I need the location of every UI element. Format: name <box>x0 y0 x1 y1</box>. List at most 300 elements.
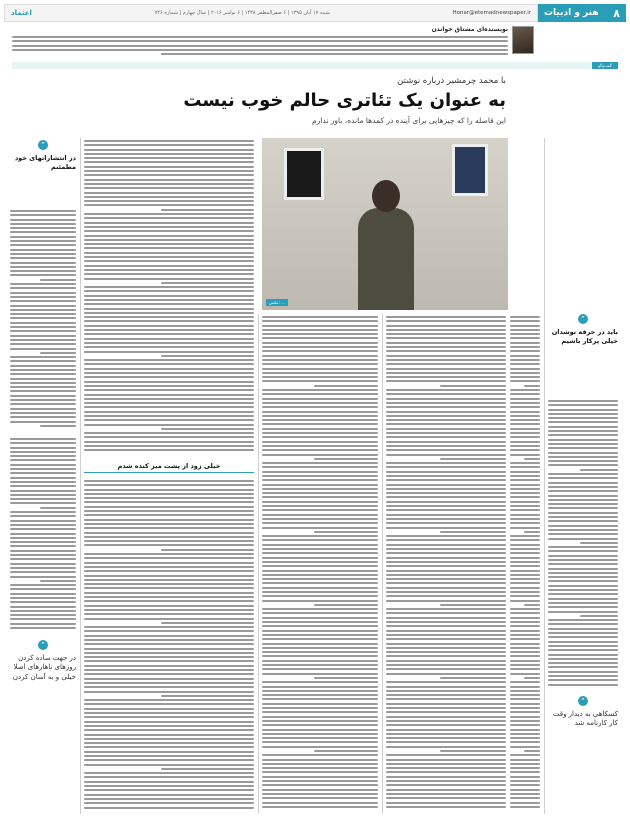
section-email[interactable]: Honar@etemadnewspaper.ir <box>452 10 531 16</box>
body-text-line <box>386 724 506 726</box>
body-text-line <box>386 423 506 425</box>
body-text-line <box>84 721 254 723</box>
body-text-line <box>262 346 378 348</box>
body-text-line <box>84 342 254 344</box>
body-text-line <box>10 490 76 492</box>
body-text-line <box>84 660 254 662</box>
column-separator <box>258 314 259 814</box>
body-text-line <box>510 587 540 589</box>
body-text-line <box>262 355 378 357</box>
body-text-line <box>10 253 76 255</box>
body-text-line <box>84 794 254 796</box>
body-text-line <box>510 621 540 623</box>
right-pullquote <box>548 314 618 346</box>
body-text-line <box>40 279 76 281</box>
body-text-line <box>262 625 378 627</box>
body-text-line <box>262 737 378 739</box>
body-text-line <box>548 580 618 582</box>
body-text-line <box>580 542 619 544</box>
body-text-line <box>386 630 506 632</box>
body-text-line <box>40 580 76 582</box>
body-text-line <box>10 343 76 345</box>
body-text-line <box>262 621 378 623</box>
body-text-line <box>84 630 254 632</box>
body-text-line <box>386 720 506 722</box>
body-text-line <box>262 720 378 722</box>
body-text-line <box>386 462 506 464</box>
body-text-line <box>84 303 254 305</box>
body-text-line <box>262 716 378 718</box>
body-text-line <box>84 325 254 327</box>
body-text-line <box>10 524 76 526</box>
body-text-line <box>10 283 76 285</box>
body-text-line <box>84 196 254 198</box>
body-text-line <box>548 576 618 578</box>
body-text-line <box>314 604 378 606</box>
body-text-line <box>40 352 76 354</box>
body-text-line <box>262 759 378 761</box>
body-text-line <box>524 385 541 387</box>
body-text-line <box>510 557 540 559</box>
body-text-line <box>84 273 254 275</box>
body-text-line <box>84 703 254 705</box>
body-text-line <box>262 466 378 468</box>
body-text-line <box>84 411 254 413</box>
body-text-line <box>161 209 255 211</box>
body-text-line <box>10 627 76 629</box>
body-text-line <box>510 651 540 653</box>
body-text-line <box>386 333 506 335</box>
body-text-line <box>440 385 506 387</box>
body-text-line <box>84 553 254 555</box>
author-box-title: نویسنده‌ای مشتاق خواندن <box>431 26 508 33</box>
body-text-line <box>84 755 254 757</box>
body-text-line <box>262 763 378 765</box>
body-text-line <box>84 445 254 447</box>
body-text-line <box>161 282 255 284</box>
body-text-line <box>262 784 378 786</box>
column-separator <box>544 138 545 814</box>
body-text-line <box>510 617 540 619</box>
body-text-line <box>262 423 378 425</box>
body-text-line <box>262 711 378 713</box>
body-text-line <box>10 502 76 504</box>
body-text-line <box>386 703 506 705</box>
body-text-line <box>262 673 378 675</box>
body-text-line <box>548 456 618 458</box>
body-text-line <box>386 733 506 735</box>
body-text-line <box>548 654 618 656</box>
body-text-line <box>10 390 76 392</box>
body-text-line <box>262 475 378 477</box>
body-text-line <box>510 806 540 808</box>
body-text-line <box>84 532 254 534</box>
body-text-line <box>386 806 506 808</box>
body-text-line <box>10 395 76 397</box>
body-text-line <box>386 741 506 743</box>
author-photo <box>512 26 534 54</box>
body-text-line <box>10 520 76 522</box>
body-text-line <box>510 466 540 468</box>
text-column <box>548 400 618 688</box>
body-text-line <box>10 214 76 216</box>
body-text-line <box>84 639 254 641</box>
body-text-line <box>548 662 618 664</box>
body-text-line <box>262 724 378 726</box>
body-text-line <box>510 660 540 662</box>
body-text-line <box>10 464 76 466</box>
body-text-line <box>262 445 378 447</box>
body-text-line <box>524 531 541 533</box>
body-text-line <box>510 428 540 430</box>
body-text-line <box>386 767 506 769</box>
body-text-line <box>548 490 618 492</box>
body-text-line <box>510 372 540 374</box>
body-text-line <box>386 754 506 756</box>
body-text-line <box>262 449 378 451</box>
body-text-line <box>548 413 618 415</box>
body-text-line <box>84 346 254 348</box>
body-text-line <box>440 677 506 679</box>
body-text-line <box>262 496 378 498</box>
body-text-line <box>510 634 540 636</box>
body-text-line <box>386 578 506 580</box>
body-text-line <box>10 210 76 212</box>
body-text-line <box>10 236 76 238</box>
body-text-line <box>262 582 378 584</box>
text-column <box>84 140 254 454</box>
body-text-line <box>84 592 254 594</box>
body-text-line <box>386 587 506 589</box>
body-text-line <box>386 350 506 352</box>
body-text-line <box>386 441 506 443</box>
text-column <box>262 316 378 810</box>
body-text-line <box>84 222 254 224</box>
body-text-line <box>548 512 618 514</box>
body-text-line <box>10 335 76 337</box>
body-text-line <box>510 363 540 365</box>
body-text-line <box>386 527 506 529</box>
body-text-line <box>524 677 541 679</box>
body-text-line <box>510 501 540 503</box>
body-text-line <box>510 647 540 649</box>
body-text-line <box>10 588 76 590</box>
body-text-line <box>262 320 378 322</box>
body-text-line <box>84 432 254 434</box>
body-text-line <box>386 505 506 507</box>
body-text-line <box>548 684 618 686</box>
body-text-line <box>10 231 76 233</box>
body-text-line <box>40 425 76 427</box>
body-text-line <box>262 509 378 511</box>
body-text-line <box>84 170 254 172</box>
body-text-line <box>262 617 378 619</box>
body-text-line <box>10 416 76 418</box>
body-text-line <box>548 452 618 454</box>
body-text-line <box>510 337 540 339</box>
body-text-line <box>548 499 618 501</box>
body-text-line <box>10 313 76 315</box>
body-text-line <box>524 750 541 752</box>
body-text-line <box>386 686 506 688</box>
body-text-line <box>262 591 378 593</box>
body-text-line <box>510 398 540 400</box>
body-text-line <box>262 325 378 327</box>
body-text-line <box>510 591 540 593</box>
body-text-line <box>10 296 76 298</box>
body-text-line <box>84 398 254 400</box>
body-text-line <box>548 559 618 561</box>
body-text-line <box>510 759 540 761</box>
body-text-line <box>84 506 254 508</box>
body-text-line <box>548 516 618 518</box>
body-text-line <box>84 673 254 675</box>
body-text-line <box>262 548 378 550</box>
body-text-line <box>510 574 540 576</box>
body-text-line <box>548 606 618 608</box>
body-text-line <box>386 488 506 490</box>
body-text-line <box>548 520 618 522</box>
body-text-line <box>84 596 254 598</box>
body-text-line <box>84 235 254 237</box>
body-text-line <box>386 746 506 748</box>
body-text-line <box>84 759 254 761</box>
body-text-line <box>510 479 540 481</box>
body-text-line <box>262 535 378 537</box>
body-text-line <box>548 477 618 479</box>
body-text-line <box>262 316 378 318</box>
body-text-line <box>84 575 254 577</box>
body-text-line <box>386 789 506 791</box>
body-text-line <box>262 690 378 692</box>
body-text-line <box>548 572 618 574</box>
body-text-line <box>548 404 618 406</box>
body-text-line <box>84 618 254 620</box>
body-text-line <box>510 544 540 546</box>
body-text-line <box>262 681 378 683</box>
body-text-line <box>262 638 378 640</box>
body-text-line <box>386 711 506 713</box>
body-text-line <box>548 598 618 600</box>
body-text-line <box>10 403 76 405</box>
body-text-line <box>510 539 540 541</box>
body-text-line <box>84 579 254 581</box>
text-column <box>10 210 76 429</box>
body-text-line <box>10 421 76 423</box>
body-text-line <box>84 699 254 701</box>
body-text-line <box>510 415 540 417</box>
body-text-line <box>262 600 378 602</box>
body-text-line <box>548 602 618 604</box>
body-text-line <box>84 217 254 219</box>
body-text-line <box>386 690 506 692</box>
body-text-line <box>510 582 540 584</box>
body-text-line <box>84 626 254 628</box>
body-text-line <box>440 750 506 752</box>
body-text-line <box>510 368 540 370</box>
bottom-right-quote <box>548 696 618 729</box>
body-text-line <box>10 447 76 449</box>
body-text-line <box>84 183 254 185</box>
body-text-line <box>262 552 378 554</box>
body-text-line <box>386 466 506 468</box>
body-text-line <box>84 381 254 383</box>
body-text-line <box>10 322 76 324</box>
body-text-line <box>386 802 506 804</box>
body-text-line <box>84 153 254 155</box>
body-text-line <box>10 533 76 535</box>
body-text-line <box>10 511 76 513</box>
body-text-line <box>510 325 540 327</box>
body-text-line <box>84 316 254 318</box>
body-text-line <box>84 192 254 194</box>
body-text-line <box>10 545 76 547</box>
body-text-line <box>84 290 254 292</box>
column-separator <box>80 138 81 814</box>
body-text-line <box>548 529 618 531</box>
body-text-line <box>548 671 618 673</box>
body-text-line <box>84 187 254 189</box>
body-text-line <box>386 643 506 645</box>
body-text-line <box>548 658 618 660</box>
body-text-line <box>84 359 254 361</box>
body-text-line <box>84 613 254 615</box>
body-text-line <box>262 359 378 361</box>
body-text-line <box>386 660 506 662</box>
body-text-line <box>510 475 540 477</box>
body-text-line <box>386 729 506 731</box>
body-text-line <box>386 518 506 520</box>
body-text-line <box>84 265 254 267</box>
body-text-line <box>10 292 76 294</box>
body-text-line <box>386 698 506 700</box>
body-text-line <box>510 441 540 443</box>
body-text-line <box>386 595 506 597</box>
body-text-line <box>161 695 255 697</box>
body-text-line <box>84 368 254 370</box>
body-text-line <box>10 455 76 457</box>
body-text-line <box>10 382 76 384</box>
body-text-line <box>386 346 506 348</box>
body-text-line <box>84 742 254 744</box>
article-subkicker: با محمد چرمشیر درباره نوشتن <box>397 76 506 86</box>
body-text-line <box>510 509 540 511</box>
body-text-line <box>84 256 254 258</box>
body-text-line <box>510 380 540 382</box>
bottom-left-quote-text: در جهت ساده کردن روزهای ناهارهای اصلا خیلی و به آسان کردن <box>12 654 76 681</box>
body-text-line <box>548 525 618 527</box>
body-text-line <box>386 694 506 696</box>
body-text-line <box>84 441 254 443</box>
body-text-line <box>84 635 254 637</box>
body-text-line <box>10 244 76 246</box>
body-text-line <box>510 514 540 516</box>
body-text-line <box>262 595 378 597</box>
body-text-line <box>84 406 254 408</box>
body-text-line <box>510 664 540 666</box>
body-text-line <box>548 636 618 638</box>
body-text-line <box>84 751 254 753</box>
body-text-line <box>510 720 540 722</box>
body-text-line <box>262 398 378 400</box>
body-text-line <box>262 587 378 589</box>
body-text-line <box>10 339 76 341</box>
body-text-line <box>548 550 618 552</box>
body-text-line <box>386 522 506 524</box>
body-text-line <box>386 411 506 413</box>
body-text-line <box>84 691 254 693</box>
bottom-left-quote <box>10 640 76 682</box>
body-text-line <box>386 492 506 494</box>
body-text-line <box>10 576 76 578</box>
body-text-line <box>10 249 76 251</box>
body-text-line <box>510 548 540 550</box>
body-text-line <box>84 480 254 482</box>
body-text-line <box>510 767 540 769</box>
article-headline: به عنوان یک تئاتری حالم خوب نیست <box>183 90 506 111</box>
body-text-line <box>262 789 378 791</box>
body-text-line <box>510 595 540 597</box>
body-text-line <box>510 570 540 572</box>
body-text-line <box>84 738 254 740</box>
body-text-line <box>84 204 254 206</box>
body-text-line <box>510 776 540 778</box>
body-text-line <box>510 686 540 688</box>
body-text-line <box>510 484 540 486</box>
body-text-line <box>262 660 378 662</box>
body-text-line <box>262 389 378 391</box>
body-text-line <box>510 643 540 645</box>
body-text-line <box>84 802 254 804</box>
body-text-line <box>510 802 540 804</box>
body-text-line <box>510 746 540 748</box>
body-text-line <box>10 287 76 289</box>
body-text-line <box>510 673 540 675</box>
body-text-line <box>84 239 254 241</box>
section-name: هنر و ادبیات <box>544 8 599 18</box>
body-text-line <box>10 477 76 479</box>
body-text-line <box>84 562 254 564</box>
body-text-line <box>386 716 506 718</box>
body-text-line <box>10 442 76 444</box>
body-text-line <box>386 780 506 782</box>
body-text-line <box>84 226 254 228</box>
body-text-line <box>386 707 506 709</box>
body-text-line <box>510 454 540 456</box>
body-text-line <box>84 798 254 800</box>
body-text-line <box>386 561 506 563</box>
body-text-line <box>262 514 378 516</box>
body-text-line <box>262 806 378 808</box>
body-text-line <box>262 634 378 636</box>
body-text-line <box>262 527 378 529</box>
body-text-line <box>524 458 541 460</box>
body-text-line <box>548 473 618 475</box>
body-text-line <box>10 601 76 603</box>
body-text-line <box>84 648 254 650</box>
body-text-line <box>510 552 540 554</box>
body-text-line <box>262 694 378 696</box>
body-text-line <box>84 372 254 374</box>
body-text-line <box>84 329 254 331</box>
author-bio-text <box>12 36 508 57</box>
body-text-line <box>10 597 76 599</box>
body-text-line <box>262 368 378 370</box>
body-text-line <box>84 708 254 710</box>
body-text-line <box>84 510 254 512</box>
body-text-line <box>548 495 618 497</box>
body-text-line <box>548 623 618 625</box>
